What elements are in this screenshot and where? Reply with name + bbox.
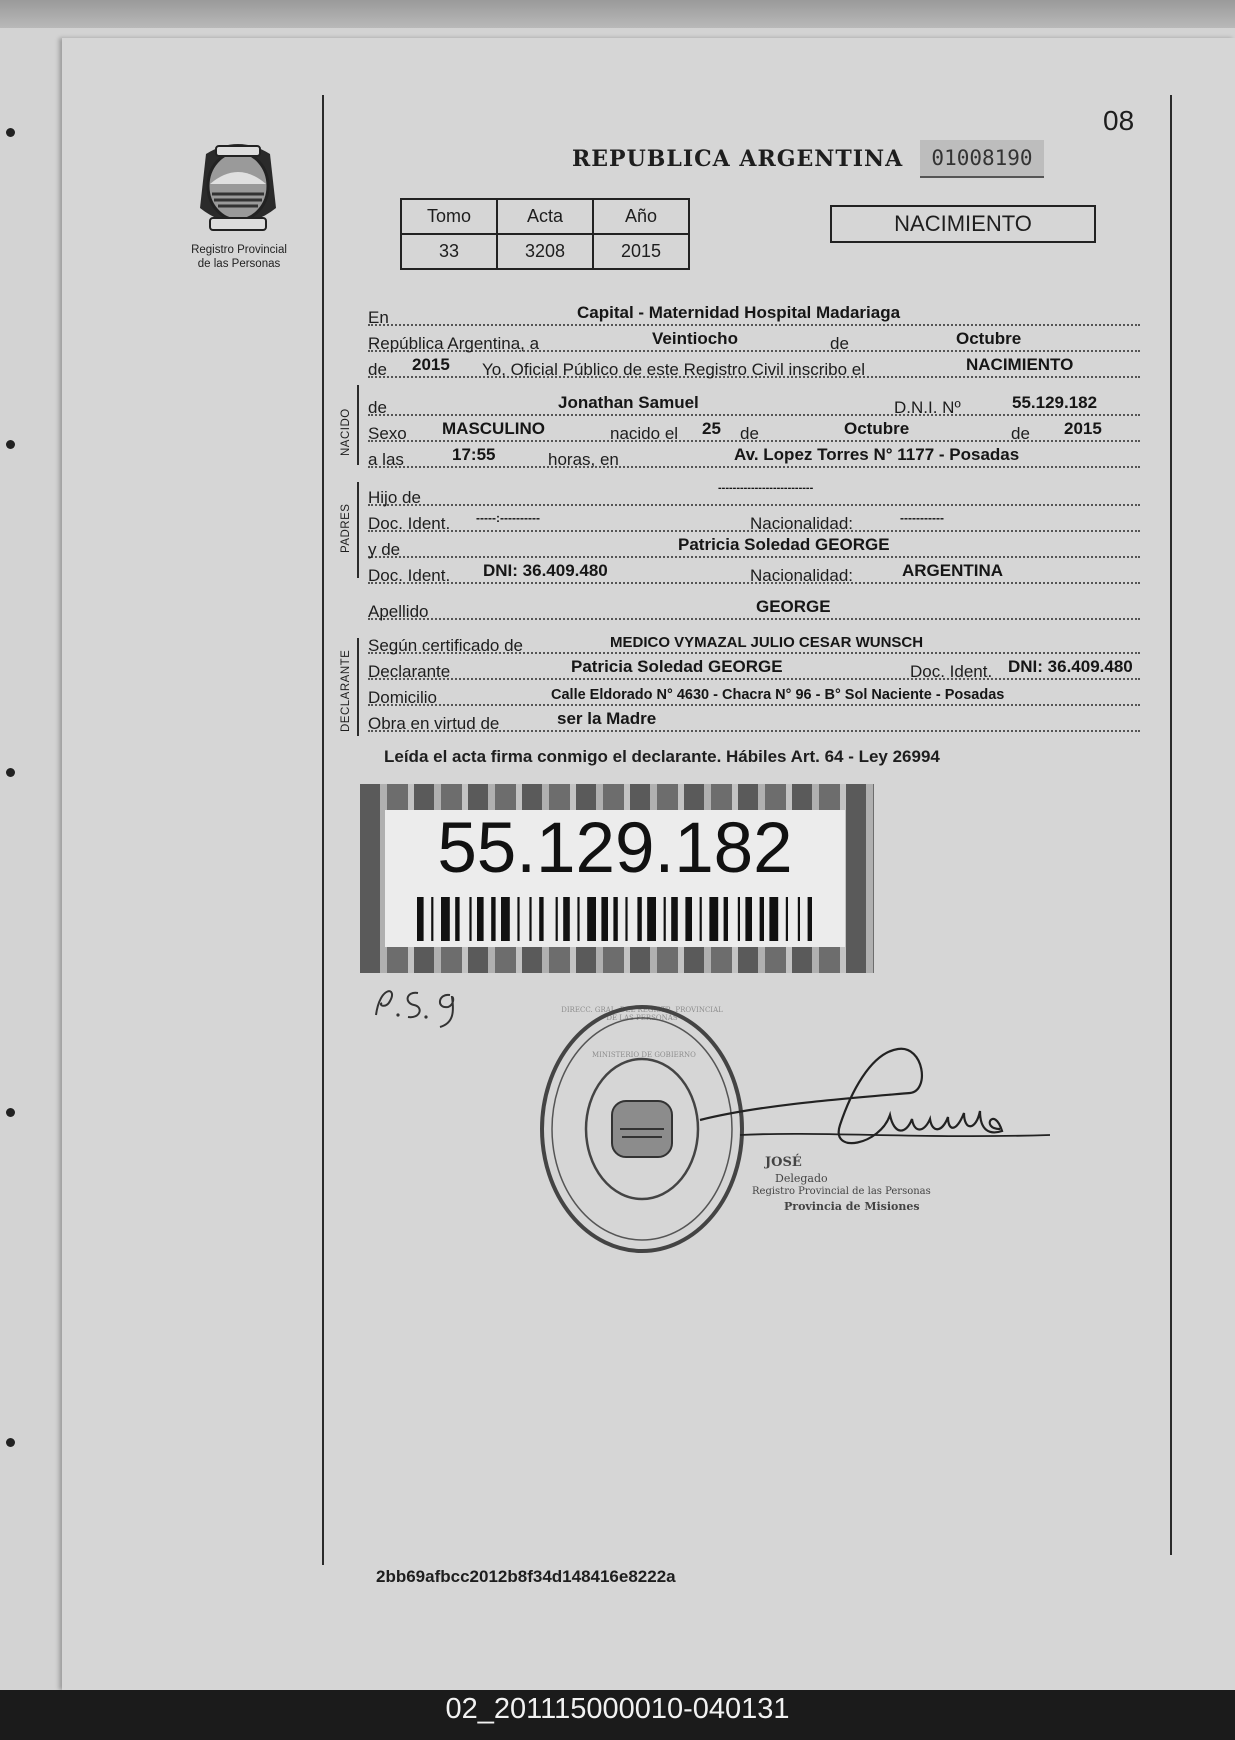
table-cell: 33 (401, 234, 497, 269)
section-bracket (357, 638, 359, 736)
section-bracket (357, 385, 359, 465)
section-bracket (357, 482, 359, 578)
document-hash: 2bb69afbcc2012b8f34d148416e8222a (376, 1567, 676, 1586)
closing-statement: Leída el acta firma conmigo el declarante. Hábiles Art. 64 - Ley 26994 (384, 747, 940, 766)
barcode-panel (385, 810, 845, 947)
birth-day: 25 (702, 419, 721, 438)
form-line-sex: Sexo MASCULINO nacido el 25 de Octubre de 2015 (368, 416, 1140, 442)
form-line-place: En Capital - Maternidad Hospital Madariaga (368, 300, 1140, 326)
dni-barcode-label (360, 784, 874, 973)
provincial-seal-icon (188, 134, 288, 242)
sex-value: MASCULINO (442, 419, 545, 438)
registry-name: Registro Provincial de las Personas (191, 244, 287, 270)
mother-nationality: ARGENTINA (902, 561, 1004, 580)
officer-province: Provincia de Misiones (784, 1200, 920, 1213)
mother-name: Patricia Soledad GEORGE (678, 535, 890, 554)
binder-hole (6, 1108, 15, 1117)
form-line-father: Hijo de -------------------------- (368, 480, 1140, 506)
child-name: Jonathan Samuel (558, 393, 699, 412)
certificate-value: MEDICO VYMAZAL JULIO CESAR WUNSCH (610, 634, 924, 651)
address-value: Calle Eldorado N° 4630 - Chacra N° 96 - B° Sol Naciente - Posadas (551, 687, 1005, 703)
side-label-padres: PADRES (340, 503, 352, 553)
father-name: -------------------------- (718, 482, 814, 494)
binder-hole (6, 128, 15, 137)
binder-hole (6, 1438, 15, 1447)
tomo-acta-table (400, 198, 690, 270)
form-line-address: Domicilio Calle Eldorado N° 4630 - Chacra N° 96 - B° Sol Naciente - Posadas (368, 680, 1140, 706)
binder-hole (6, 440, 15, 449)
declarant-doc: DNI: 36.409.480 (1008, 657, 1133, 676)
mother-doc: DNI: 36.409.480 (483, 561, 608, 580)
act-value: NACIMIENTO (966, 355, 1074, 374)
declarant-name: Patricia Soledad GEORGE (571, 657, 783, 676)
form-line-time: a las 17:55 horas, en Av. Lopez Torres N° 1177 - Posadas (368, 442, 1140, 468)
barcode-icon (385, 897, 845, 941)
form-line-mother-doc: Doc. Ident. DNI: 36.409.480 Nacionalidad: ARGENTINA (368, 558, 1140, 584)
table-cell: 3208 (497, 234, 593, 269)
form-line-year: de 2015 Yo, Oficial Público de este Registro Civil inscribo el NACIMIENTO (368, 352, 1140, 378)
form-line-capacity: Obra en virtud de ser la Madre (368, 706, 1140, 732)
month-value: Octubre (956, 329, 1022, 348)
table-cell: 2015 (593, 234, 689, 269)
page-number: 08 (1103, 105, 1135, 136)
father-nationality: ----------- (900, 511, 944, 525)
birth-year: 2015 (1064, 419, 1102, 438)
serial-number: 01008190 (920, 140, 1044, 178)
table-header: Año (593, 199, 689, 234)
day-value: Veintiocho (652, 329, 738, 348)
stamp-inner-text: MINISTERIO DE GOBIERNO (592, 1051, 696, 1059)
officer-registry: Registro Provincial de las Personas (752, 1186, 931, 1197)
form-line-name: de Jonathan Samuel D.N.I. Nº 55.129.182 (368, 390, 1140, 416)
form-line-father-doc: Doc. Ident. -----:---------- Nacionalidad: ----------- (368, 506, 1140, 532)
barcode-number: 55.129.182 (437, 809, 793, 888)
act-type-box: NACIMIENTO (830, 205, 1096, 243)
form-line-declarant: Declarante Patricia Soledad GEORGE Doc. Ident. DNI: 36.409.480 (368, 654, 1140, 680)
child-dni: 55.129.182 (1012, 393, 1098, 412)
year-value: 2015 (412, 355, 450, 374)
officer-name: JOSÉ (765, 1155, 802, 1170)
surname-value: GEORGE (756, 597, 831, 616)
handwritten-initials (370, 975, 470, 1030)
binder-hole (6, 768, 15, 777)
table-header: Acta (497, 199, 593, 234)
table-header: Tomo (401, 199, 497, 234)
birth-time: 17:55 (452, 445, 496, 464)
form-line-mother: y de Patricia Soledad GEORGE (368, 532, 1140, 558)
stamp-ring-text: DIRECC. GRAL. DEL REGISTR. PROVINCIAL DE LAS PERSONAS (561, 1006, 723, 1022)
left-margin-line (322, 95, 324, 1565)
officer-title: Delegado (775, 1172, 828, 1185)
birth-place: Av. Lopez Torres N° 1177 - Posadas (734, 445, 1020, 464)
birth-month: Octubre (844, 419, 910, 438)
side-label-nacido: NACIDO (340, 408, 352, 456)
father-doc: -----:---------- (476, 511, 540, 525)
file-code: 02_201115000010-040131 (445, 1693, 790, 1725)
document-title: REPUBLICA ARGENTINA (572, 146, 904, 172)
form-line-certificate: Según certificado de MEDICO VYMAZAL JULIO CESAR WUNSCH (368, 628, 1140, 654)
form-line-surname: Apellido GEORGE (368, 594, 1140, 620)
capacity-value: ser la Madre (557, 709, 657, 728)
right-margin-line (1170, 95, 1172, 1555)
place-value: Capital - Maternidad Hospital Madariaga (577, 303, 901, 322)
side-label-declarante: DECLARANTE (340, 649, 352, 732)
officer-signature (680, 1035, 1060, 1213)
form-line-date: República Argentina, a Veintiocho de Octubre (368, 326, 1140, 352)
